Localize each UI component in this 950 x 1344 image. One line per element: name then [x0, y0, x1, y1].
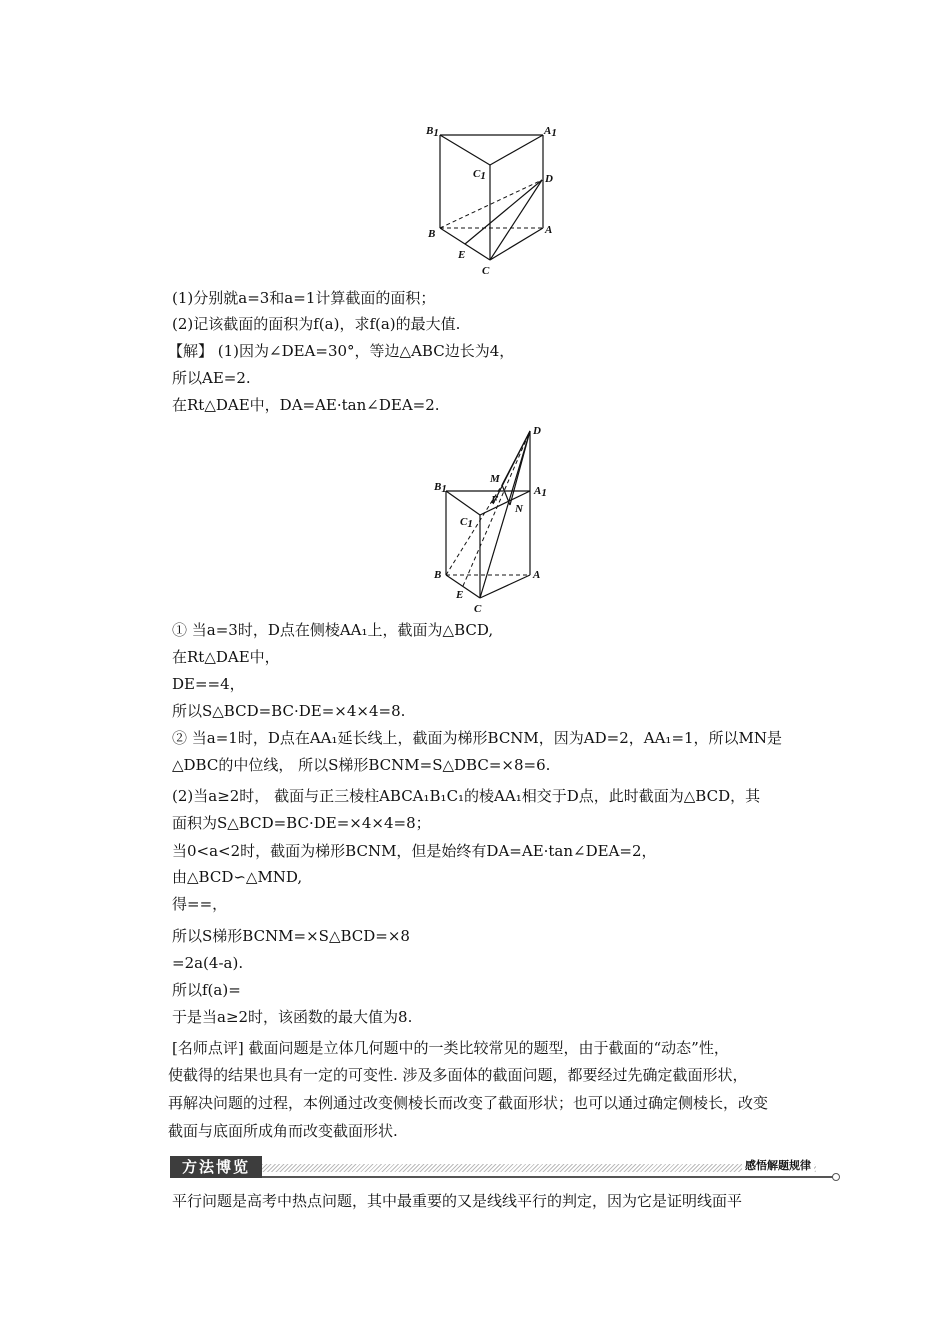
text-line: 面积为S△BCD=BC·DE=×4×4=8； [172, 814, 431, 832]
label-c: C [474, 603, 482, 615]
prism-figure-1 [420, 120, 570, 280]
section-title: 方法博览 [170, 1156, 262, 1178]
text-line: =2a(4-a). [172, 954, 244, 972]
text-line: DE==4， [172, 675, 245, 693]
label-b1: B1 [434, 481, 447, 495]
text-line: △DBC的中位线， 所以S梯形BCNM=S△DBC=×8=6. [172, 756, 551, 774]
label-a1: A1 [544, 125, 557, 139]
label-a: A [533, 569, 541, 581]
text-line: (2)记该截面的面积为f(a)，求f(a)的最大值. [172, 315, 461, 333]
text-line: 再解决问题的过程，本例通过改变侧棱长而改变了截面形状；也可以通过确定侧棱长，改变 [168, 1094, 769, 1112]
label-a: A [545, 224, 553, 236]
label-a1: A1 [534, 485, 547, 499]
label-d: D [533, 425, 541, 437]
label-b: B [434, 569, 442, 581]
section-tag: 感悟解题规律 [742, 1157, 814, 1173]
text-line: 于是当a≥2时，该函数的最大值为8. [172, 1008, 413, 1026]
text-line: 在Rt△DAE中，DA=AE·tan∠DEA=2. [172, 396, 440, 414]
label-c1: C1 [460, 516, 473, 530]
prism-figure-2 [420, 418, 570, 618]
text-line: 【解】 (1)因为∠DEA=30°，等边△ABC边长为4， [168, 342, 515, 360]
text-line: 所以S△BCD=BC·DE=×4×4=8. [172, 702, 406, 720]
text-line: 在Rt△DAE中， [172, 648, 280, 666]
text-line: (1)分别就a=3和a=1计算截面的面积； [172, 289, 436, 307]
label-f: F [491, 494, 499, 506]
text-line: 所以AE=2. [172, 369, 251, 387]
text-line: 得==， [172, 895, 228, 913]
text-line: 由△BCD∽△MND, [172, 868, 303, 886]
section-banner [170, 1155, 838, 1181]
text-line: ① 当a=3时，D点在侧棱AA₁上，截面为△BCD, [172, 621, 494, 639]
text-line: 所以f(a)= [172, 981, 241, 999]
text-line: 平行问题是高考中热点问题，其中最重要的又是线线平行的判定，因为它是证明线面平 [172, 1192, 743, 1210]
text-line: ② 当a=1时，D点在AA₁延长线上，截面为梯形BCNM，因为AD=2，AA₁=1，所以MN是 [172, 729, 783, 747]
label-b1: B1 [426, 125, 439, 139]
label-m: M [490, 473, 500, 485]
text-line: (2)当a≥2时， 截面与正三棱柱ABCA₁B₁C₁的棱AA₁相交于D点，此时截面为△BCD，其 [172, 787, 761, 805]
banner-stripe [262, 1164, 816, 1172]
label-c: C [482, 265, 490, 277]
text-line: [名师点评] 截面问题是立体几何题中的一类比较常见的题型，由于截面的“动态”性， [172, 1039, 729, 1057]
text-line: 使截得的结果也具有一定的可变性. 涉及多面体的截面问题，都要经过先确定截面形状， [168, 1066, 748, 1084]
banner-rule [262, 1176, 834, 1178]
label-d: D [545, 173, 553, 185]
text-line: 所以S梯形BCNM=×S△BCD=×8 [172, 927, 410, 945]
text-line: 截面与底面所成角而改变截面形状. [168, 1122, 398, 1140]
label-e: E [456, 589, 464, 601]
label-c1: C1 [473, 168, 486, 182]
label-e: E [458, 249, 466, 261]
banner-dot [832, 1173, 840, 1181]
label-b: B [428, 228, 436, 240]
label-n: N [515, 503, 523, 515]
text-line: 当0<a<2时，截面为梯形BCNM，但是始终有DA=AE·tan∠DEA=2， [172, 842, 657, 860]
